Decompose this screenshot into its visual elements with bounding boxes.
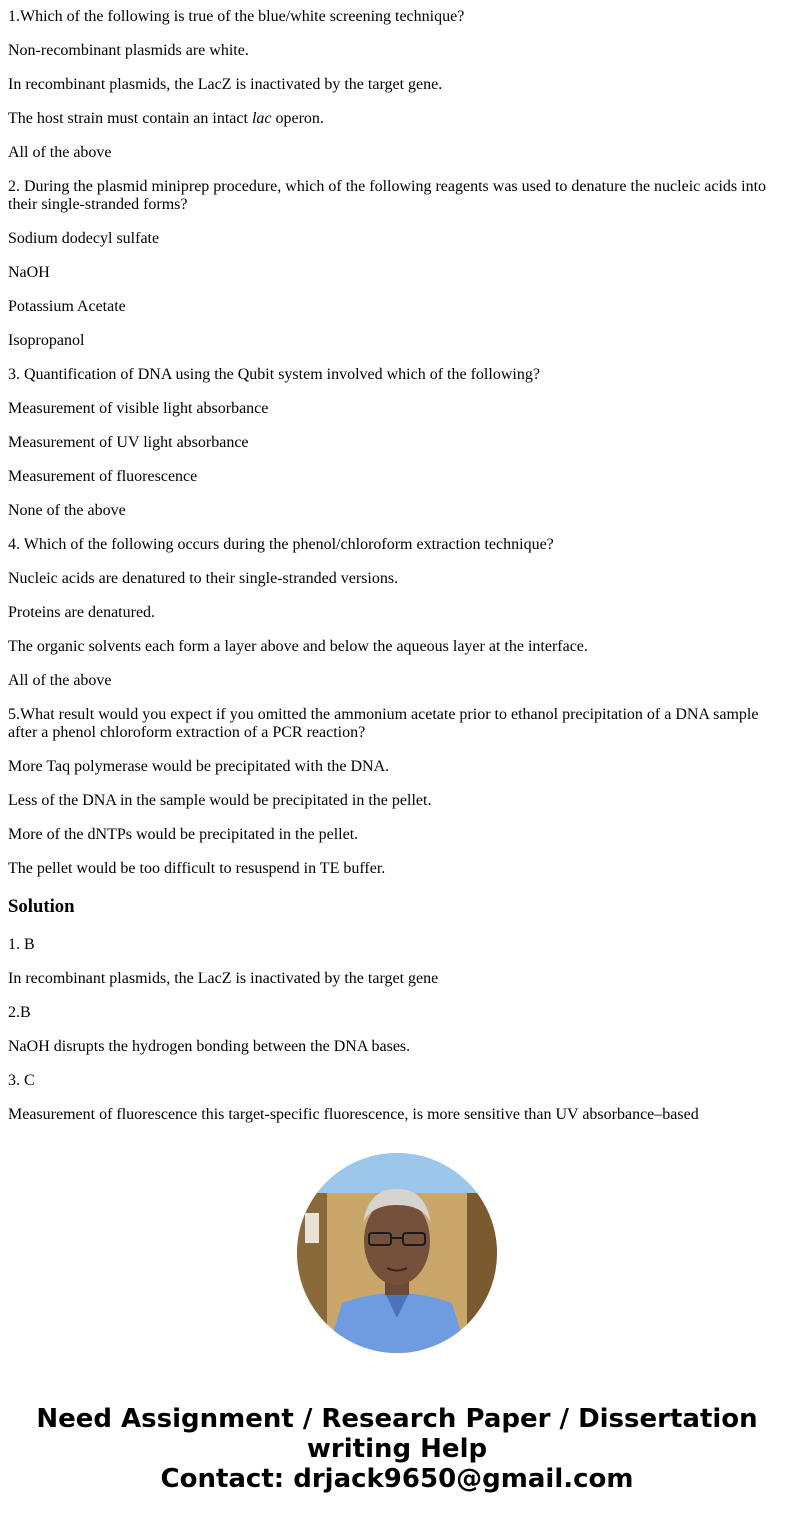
question-1-option-a: Non-recombinant plasmids are white.: [8, 42, 249, 59]
question-5-option-d: The pellet would be too difficult to resuspend in TE buffer.: [8, 860, 386, 877]
question-2-option-c: Potassium Acetate: [8, 298, 126, 315]
question-4-option-a: Nucleic acids are denatured to their single-stranded versions.: [8, 570, 399, 587]
question-2-prompt: 2. During the plasmid miniprep procedure, which of the following reagents was used to denature the nucleic acids into their single-stranded forms?: [8, 178, 767, 213]
question-1-option-c: [8, 110, 778, 128]
italic-term: lac: [251, 110, 272, 127]
solution-line: Measurement of fluorescence this target-specific fluorescence, is more sensitive than UV absorbance–based: [8, 1106, 699, 1123]
question-2-option-a: Sodium dodecyl sulfate: [8, 230, 160, 247]
solution-line: In recombinant plasmids, the LacZ is inactivated by the target gene: [8, 970, 439, 987]
question-1-prompt: 1.Which of the following is true of the blue/white screening technique?: [8, 8, 465, 25]
question-3-option-c: Measurement of fluorescence: [8, 468, 198, 485]
question-5-option-b: Less of the DNA in the sample would be precipitated in the pellet.: [8, 792, 432, 809]
promo-line-1: Need Assignment / Research Paper / Dissertation: [36, 1404, 758, 1434]
promo-banner: [0, 1404, 794, 1494]
solution-heading: Solution: [8, 896, 75, 917]
promo-contact: Contact: drjack9650@gmail.com: [160, 1464, 634, 1494]
author-avatar: [297, 1153, 497, 1353]
option-text: operon.: [271, 110, 324, 127]
question-2-option-d: Isopropanol: [8, 332, 85, 349]
question-3-option-a: Measurement of visible light absorbance: [8, 400, 269, 417]
question-1-option-b: In recombinant plasmids, the LacZ is inactivated by the target gene.: [8, 76, 443, 93]
option-text: The host strain must contain an intact: [8, 110, 252, 127]
person-portrait-icon: [297, 1153, 497, 1353]
question-5-option-c: More of the dNTPs would be precipitated in the pellet.: [8, 826, 359, 843]
promo-line-2: writing Help: [306, 1434, 488, 1464]
question-3-option-b: Measurement of UV light absorbance: [8, 434, 249, 451]
solution-line: 3. C: [8, 1072, 35, 1089]
question-2-option-b: NaOH: [8, 264, 50, 281]
question-5-option-a: More Taq polymerase would be precipitated with the DNA.: [8, 758, 390, 775]
question-1-option-d: All of the above: [8, 144, 112, 161]
question-5-prompt: 5.What result would you expect if you omitted the ammonium acetate prior to ethanol precipitation of a DNA sample after a phenol chloroform extraction of a PCR reaction?: [8, 706, 759, 741]
question-4-option-d: All of the above: [8, 672, 112, 689]
question-4-option-b: Proteins are denatured.: [8, 604, 156, 621]
document-content: [8, 0, 778, 1124]
solution-line: 1. B: [8, 936, 35, 953]
question-3-option-d: None of the above: [8, 502, 126, 519]
solution-line: NaOH disrupts the hydrogen bonding between the DNA bases.: [8, 1038, 411, 1055]
solution-line: 2.B: [8, 1004, 31, 1021]
question-3-prompt: 3. Quantification of DNA using the Qubit system involved which of the following?: [8, 366, 540, 383]
question-4-prompt: 4. Which of the following occurs during the phenol/chloroform extraction technique?: [8, 536, 554, 553]
question-4-option-c: The organic solvents each form a layer above and below the aqueous layer at the interface.: [8, 638, 588, 655]
